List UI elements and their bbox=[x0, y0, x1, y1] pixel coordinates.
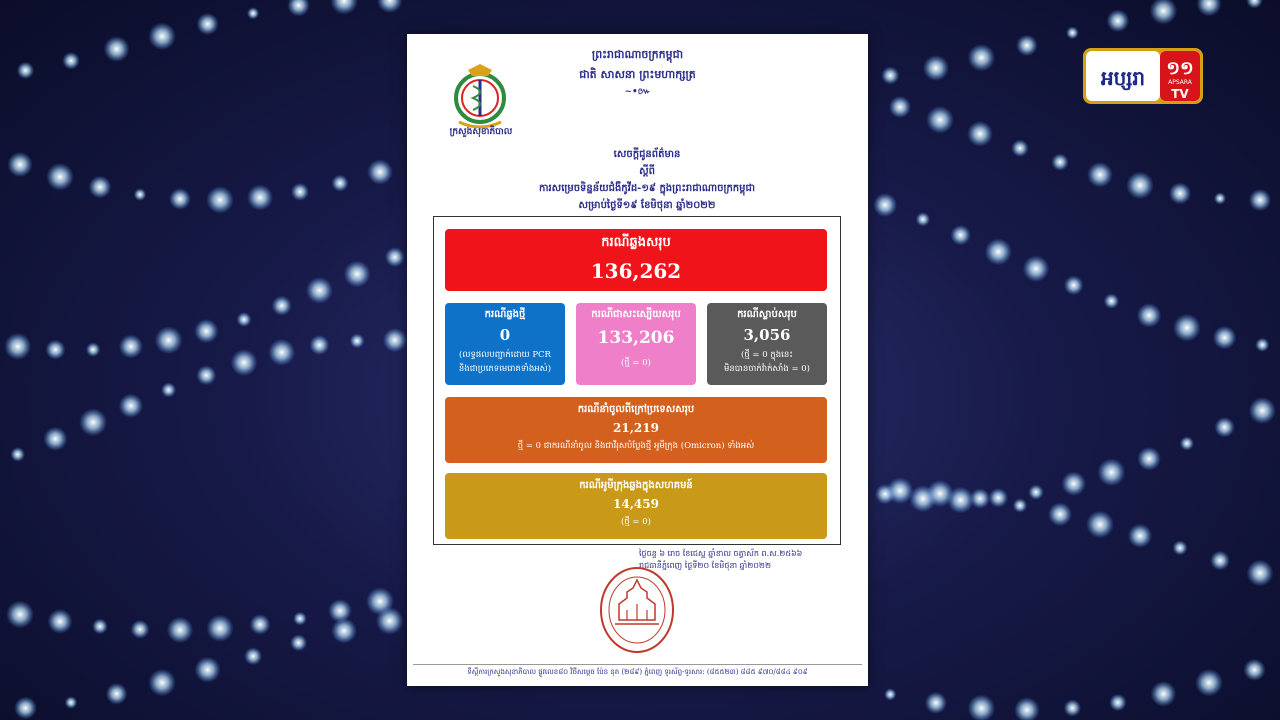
light-dot bbox=[1106, 9, 1129, 32]
light-dot bbox=[970, 488, 990, 508]
footer-date-line-2: រាជធានីភ្នំពេញ ថ្ងៃទី២០ ខែមិថុនា ឆ្នាំ២០២២ bbox=[639, 561, 772, 570]
light-dot bbox=[167, 617, 194, 644]
light-dot bbox=[272, 296, 292, 316]
light-dot bbox=[196, 365, 216, 385]
light-dot bbox=[1011, 140, 1028, 157]
light-dot bbox=[195, 657, 221, 683]
light-dot bbox=[119, 334, 143, 358]
imported-note: ថ្មី = 0 ជាករណីនាំចូល និងជាវីរុសបំប្លែងថ្មី អូមីក្រុង (Omicron) ទាំងអស់ bbox=[517, 441, 755, 451]
new-cases-note-1: (លទ្ធផលបញ្ជាក់ដោយ PCR bbox=[459, 350, 551, 360]
light-dot bbox=[1249, 397, 1276, 424]
light-dot bbox=[306, 277, 333, 304]
light-dot bbox=[89, 176, 112, 199]
light-dot bbox=[1028, 485, 1043, 500]
footer-date-line-1: ថ្ងៃចន្ទ ៦ រោច ខែជេស្ឋ ឆ្នាំខាល ចត្វាស័ក ព.ស.២៥៦៦ bbox=[639, 549, 803, 558]
deaths-box bbox=[707, 303, 827, 385]
light-dot bbox=[48, 609, 73, 634]
light-dot bbox=[155, 326, 183, 354]
light-dot bbox=[1137, 447, 1161, 471]
light-dot bbox=[104, 36, 130, 62]
light-dot bbox=[1128, 524, 1152, 548]
light-dot bbox=[206, 186, 234, 214]
light-dot bbox=[1173, 540, 1188, 555]
header-ornament: ~•៚ bbox=[624, 87, 651, 97]
light-dot bbox=[376, 607, 404, 635]
light-dot bbox=[873, 193, 897, 217]
light-dot bbox=[131, 620, 150, 639]
total-cases-box bbox=[445, 229, 827, 291]
imported-value: 21,219 bbox=[613, 421, 659, 435]
light-dot bbox=[968, 694, 996, 720]
community-note: (ថ្មី = 0) bbox=[621, 517, 651, 527]
light-dot bbox=[86, 342, 101, 357]
light-dot bbox=[383, 328, 407, 352]
new-cases-note-2: និងជាប្រភេទមេរោគទាំងអស់) bbox=[458, 364, 552, 374]
light-dot bbox=[106, 683, 128, 705]
light-dot bbox=[194, 319, 218, 343]
title-line-2: ស្តីពី bbox=[639, 166, 655, 177]
light-dot bbox=[1169, 182, 1191, 204]
logo-brand: APSARA bbox=[1168, 79, 1192, 86]
light-dot bbox=[237, 312, 252, 327]
new-cases-label: ករណីឆ្លងថ្មី bbox=[484, 309, 526, 320]
logo-tv: TV bbox=[1171, 87, 1189, 101]
light-dot bbox=[926, 106, 954, 134]
ministry-seal-icon bbox=[597, 564, 677, 656]
light-dot bbox=[268, 339, 295, 366]
apsara-tv-logo bbox=[1082, 44, 1204, 106]
light-dot bbox=[1023, 255, 1050, 282]
total-cases-value: 136,262 bbox=[590, 259, 682, 283]
light-dot bbox=[1051, 153, 1068, 170]
title-line-1: សេចក្តីជូនព័ត៌មាន bbox=[613, 149, 681, 160]
light-dot bbox=[7, 152, 32, 177]
light-dot bbox=[1196, 0, 1221, 16]
light-dot bbox=[291, 183, 309, 201]
light-dot bbox=[247, 184, 273, 210]
light-dot bbox=[250, 614, 271, 635]
stats-frame bbox=[433, 216, 841, 545]
light-dot bbox=[4, 333, 31, 360]
light-dot bbox=[45, 340, 65, 360]
new-cases-box bbox=[445, 303, 565, 385]
light-dot bbox=[332, 175, 349, 192]
total-cases-label: ករណីឆ្លងសរុប bbox=[601, 235, 671, 250]
light-dot bbox=[134, 188, 147, 201]
logo-number: ១១ bbox=[1166, 58, 1194, 79]
logo-text: អប្សរា bbox=[1100, 66, 1146, 90]
light-dot bbox=[925, 692, 947, 714]
recovered-value: 133,206 bbox=[597, 328, 675, 348]
light-dot bbox=[1104, 293, 1119, 308]
light-dot bbox=[148, 22, 176, 50]
light-dot bbox=[287, 0, 310, 17]
release-title bbox=[467, 146, 827, 214]
light-dot bbox=[309, 335, 329, 355]
light-dot bbox=[967, 121, 993, 147]
light-dot bbox=[985, 238, 1012, 265]
light-dot bbox=[169, 188, 191, 210]
light-dot bbox=[350, 334, 365, 349]
header-kingdom: ព្រះរាជាណាចក្រកម្ពុជា bbox=[591, 48, 684, 61]
light-dot bbox=[92, 619, 108, 635]
light-dot bbox=[231, 349, 258, 376]
light-dot bbox=[46, 163, 74, 191]
light-dot bbox=[1243, 659, 1265, 681]
header-motto: ជាតិ សាសនា ព្រះមហាក្សត្រ bbox=[579, 68, 696, 81]
light-dot bbox=[1087, 162, 1113, 188]
light-dot bbox=[1214, 192, 1226, 204]
light-dot bbox=[10, 447, 25, 462]
light-dot bbox=[17, 62, 34, 79]
light-dot bbox=[293, 612, 307, 626]
light-dot bbox=[1249, 189, 1271, 211]
light-dot bbox=[1014, 697, 1040, 720]
light-dot bbox=[1016, 35, 1038, 57]
footer-address: ទីស្តីការក្រសួងសុខាភិបាល ផ្លូវលេខ៨០ វិថីសម្តេច ប៉ែន នុត (២៨៩) ភ្នំពេញ ទូរស័ព្ទ-ទូរសារ: (៨៥៥២៣) ៨៨៥ ៩៧០/៨៨៤ ៩០៩ bbox=[413, 664, 862, 678]
light-dot bbox=[1137, 303, 1162, 328]
light-dot bbox=[1064, 699, 1081, 716]
light-dot bbox=[377, 0, 403, 13]
light-dot bbox=[968, 44, 996, 72]
light-dot bbox=[197, 13, 219, 35]
light-dot bbox=[330, 0, 358, 15]
light-dot bbox=[119, 394, 143, 418]
light-dot bbox=[916, 212, 930, 226]
light-dot bbox=[926, 480, 953, 507]
light-dot bbox=[1150, 0, 1178, 25]
light-dot bbox=[950, 225, 970, 245]
light-dot bbox=[1213, 326, 1237, 350]
light-dot bbox=[1195, 669, 1223, 697]
light-dot bbox=[1109, 694, 1126, 711]
light-dot bbox=[14, 697, 37, 720]
imported-cases-box bbox=[445, 397, 827, 463]
community-value: 14,459 bbox=[613, 497, 659, 511]
light-dot bbox=[62, 52, 80, 70]
deaths-note-1: (ថ្មី = 0 ក្នុងនេះ bbox=[741, 350, 793, 360]
light-dot bbox=[79, 408, 107, 436]
light-dot bbox=[385, 247, 405, 267]
light-dot bbox=[1210, 551, 1230, 571]
title-line-4: សម្រាប់ថ្ងៃទី១៩ ខែមិថុនា ឆ្នាំ២០២២ bbox=[578, 200, 716, 211]
recovered-label: ករណីជាសះស្បើយសរុប bbox=[591, 309, 681, 320]
light-dot bbox=[367, 159, 393, 185]
light-dot bbox=[1048, 502, 1072, 526]
ministry-label: ក្រសួងសុខាភិបាល bbox=[449, 127, 513, 137]
light-dot bbox=[43, 427, 67, 451]
title-line-3: ការសម្រេចទិន្នន័យជំងឺកូវីដ-១៩ ក្នុងព្រះរាជាណាចក្រកម្ពុជា bbox=[538, 183, 756, 194]
light-dot bbox=[881, 66, 899, 84]
light-dot bbox=[1061, 471, 1086, 496]
recovered-box bbox=[576, 303, 696, 385]
light-dot bbox=[1086, 510, 1114, 538]
imported-label: ករណីនាំចូលពីក្រៅប្រទេសសរុប bbox=[577, 404, 695, 415]
new-cases-value: 0 bbox=[499, 326, 511, 344]
light-dot bbox=[923, 55, 949, 81]
light-dot bbox=[1151, 681, 1177, 707]
light-dot bbox=[244, 647, 262, 665]
community-label: ករណីអូមីក្រុងឆ្លងក្នុងសហគមន៍ bbox=[579, 480, 693, 491]
deaths-label: ករណីស្លាប់សរុប bbox=[737, 309, 797, 320]
light-dot bbox=[887, 477, 914, 504]
light-dot bbox=[1064, 276, 1084, 296]
light-dot bbox=[161, 382, 176, 397]
light-dot bbox=[1214, 417, 1235, 438]
light-dot bbox=[1066, 26, 1079, 39]
light-dot bbox=[247, 7, 259, 19]
light-dot bbox=[65, 696, 78, 709]
light-dot bbox=[1173, 314, 1201, 342]
light-dot bbox=[1013, 498, 1027, 512]
light-dot bbox=[889, 96, 911, 118]
light-dot bbox=[1126, 171, 1154, 199]
light-dot bbox=[344, 261, 371, 288]
light-dot bbox=[1097, 458, 1125, 486]
light-dot bbox=[1180, 436, 1194, 450]
light-dot bbox=[884, 688, 896, 700]
deaths-note-2: មិនបានចាក់វ៉ាក់សាំង = 0) bbox=[724, 364, 810, 374]
light-dot bbox=[331, 618, 357, 644]
light-dot bbox=[1246, 0, 1263, 9]
community-cases-box bbox=[445, 473, 827, 539]
light-dot bbox=[290, 634, 307, 651]
light-dot bbox=[1247, 560, 1274, 587]
light-dot bbox=[1255, 338, 1269, 352]
light-dot bbox=[206, 615, 233, 642]
ministry-emblem-icon bbox=[451, 62, 509, 136]
press-release-document bbox=[407, 34, 868, 686]
light-dot bbox=[989, 488, 1009, 508]
light-dot bbox=[148, 669, 176, 697]
deaths-value: 3,056 bbox=[743, 326, 791, 344]
recovered-note: (ថ្មី = 0) bbox=[621, 358, 651, 368]
light-dot bbox=[6, 600, 34, 628]
